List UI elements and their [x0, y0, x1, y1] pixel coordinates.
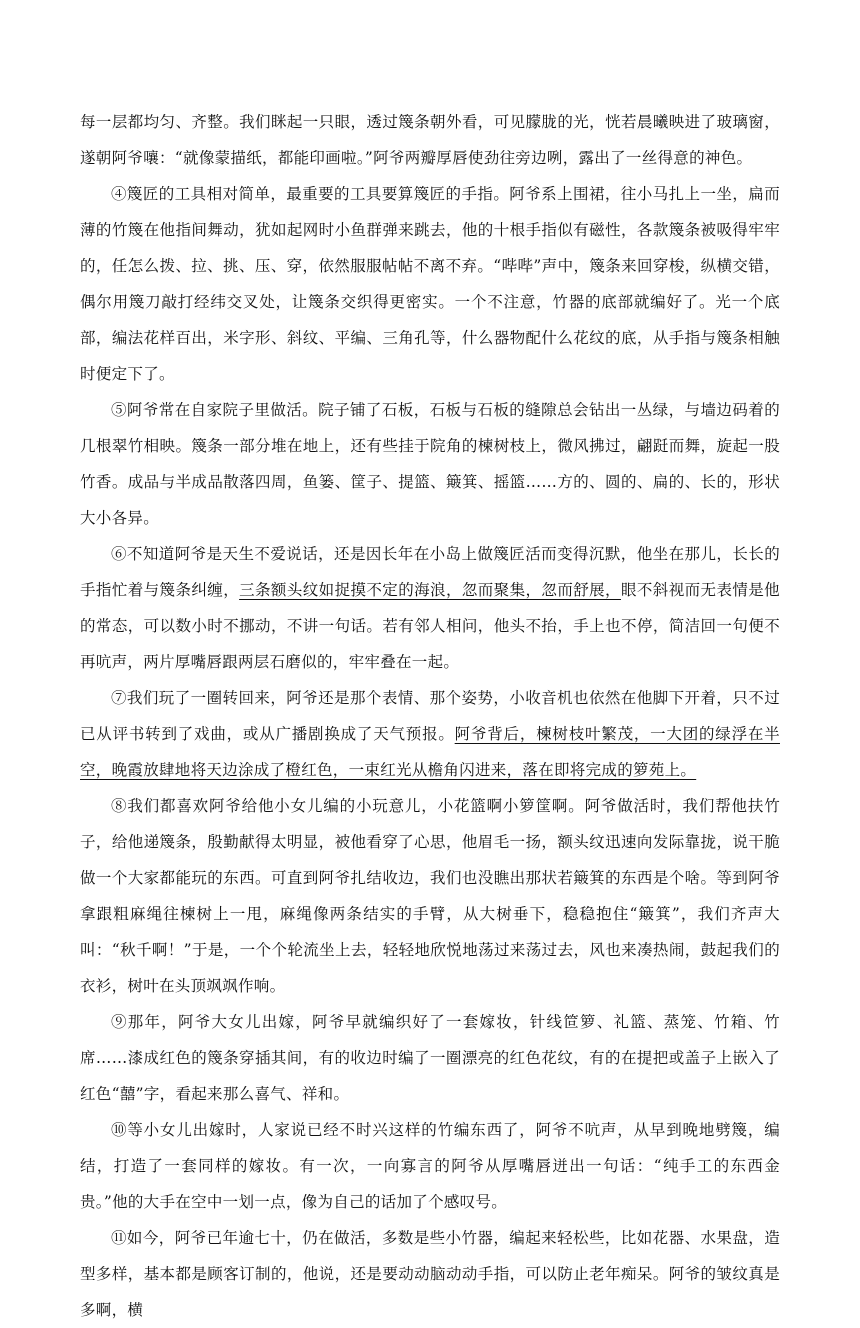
paragraph	[80, 1220, 780, 1328]
underlined-sentence: 三条额头纹如捉摸不定的海浪，忽而聚集，忽而舒展，	[239, 581, 621, 599]
text-segment: ⑨那年，阿爷大女儿出嫁，阿爷早就编织好了一套嫁妆，针线笸箩、礼篮、蒸笼、竹箱、竹席……漆成红色的篾条穿插其间，有的收边时编了一圈漂亮的红色花纹，有的在提把或盖子上嵌入了红色“囍”字，看起来那么喜气、祥和。	[80, 1013, 780, 1103]
text-segment: ⑦我们玩了一圈转回来，阿爷还是那个表情、那个姿势，小收音机也依然在他脚下开着，只不过已从评书转到了戏曲，或从广播剧换成了天气预报。	[80, 689, 780, 743]
text-segment: ⑧我们都喜欢阿爷给他小女儿编的小玩意儿，小花篮啊小箩筐啊。阿爷做活时，我们帮他扶竹子，给他递篾条，殷勤献得太明显，被他看穿了心思，他眉毛一扬，额头纹迅速向发际靠拢，说干脆做一个大家都能玩的东西。可直到阿爷扎结收边，我们也没瞧出那状若簸箕的东西是个啥。等到阿爷拿跟粗麻绳往楝树上一甩，麻绳像两条结实的手臂，从大树垂下，稳稳抱住“簸箕”，我们齐声大叫：“秋千啊！”于是，一个个轮流坐上去，轻轻地欣悦地荡过来荡过去，风也来凑热闹，鼓起我们的衣衫，树叶在头顶飒飒作响。	[80, 797, 780, 995]
text-segment: 眼不斜视而无表情是他的常态，可以数小时不挪动，不讲一句话。若有邻人相问，他头不抬，手上也不停，简洁回一句便不再吭声，两片厚嘴唇跟两层石磨似的，牢牢叠在一起。	[80, 581, 780, 671]
paragraph	[80, 788, 780, 1004]
paragraph	[80, 1004, 780, 1112]
text-segment: ⑩等小女儿出嫁时，人家说已经不时兴这样的竹编东西了，阿爷不吭声，从早到晚地劈篾，编结，打造了一套同样的嫁妆。有一次，一向寡言的阿爷从厚嘴唇迸出一句话：“纯手工的东西金贵。”他的大手在空中一划一点，像为自己的话加了个感叹号。	[80, 1121, 780, 1211]
text-segment: 每一层都均匀、齐整。我们眯起一只眼，透过篾条朝外看，可见朦胧的光，恍若晨曦映进了玻璃窗，遂朝阿爷嚷：“就像蒙描纸，都能印画啦。”阿爷两瓣厚唇使劲往旁边咧，露出了一丝得意的神色。	[80, 113, 780, 167]
paragraph	[80, 1112, 780, 1220]
text-segment: ⑤阿爷常在自家院子里做活。院子铺了石板，石板与石板的缝隙总会钻出一丛绿，与墙边码着的几根翠竹相映。篾条一部分堆在地上，还有些挂于院角的楝树枝上，微风拂过，翩跹而舞，旋起一股竹香。成品与半成品散落四周，鱼篓、筐子、提篮、簸箕、摇篮……方的、圆的、扁的、长的，形状大小各异。	[80, 401, 780, 527]
paragraph	[80, 176, 780, 392]
text-segment: ④篾匠的工具相对简单，最重要的工具要算篾匠的手指。阿爷系上围裙，往小马扎上一坐，扁而薄的竹篾在他指间舞动，犹如起网时小鱼群弹来跳去，他的十根手指似有磁性，各款篾条被吸得牢牢的，任怎么拨、拉、挑、压、穿，依然服服帖帖不离不弃。“哔哔”声中，篾条来回穿梭，纵横交错，偶尔用篾刀敲打经纬交叉处，让篾条交织得更密实。一个不注意，竹器的底部就编好了。光一个底部，编法花样百出，米字形、斜纹、平编、三角孔等，什么器物配什么花纹的底，从手指与篾条相触时便定下了。	[80, 185, 780, 383]
text-segment: ⑥不知道阿爷是天生不爱说话，还是因长年在小岛上做篾匠活而变得沉默，他坐在那儿，长长的手指忙着与篾条纠缠，	[80, 545, 780, 599]
paragraph	[80, 536, 780, 680]
paragraph	[80, 392, 780, 536]
article-body	[80, 104, 780, 1328]
text-segment: ⑪如今，阿爷已年逾七十，仍在做活，多数是些小竹器，编起来轻松些，比如花器、水果盘，造型多样，基本都是顾客订制的，他说，还是要动动脑动动手指，可以防止老年痴呆。阿爷的皱纹真是多啊，横	[80, 1229, 780, 1319]
paragraph	[80, 104, 780, 176]
paragraph	[80, 680, 780, 788]
underlined-sentence: 阿爷背后，楝树枝叶繁茂，一大团的绿浮在半空，晚霞放肆地将天边涂成了橙红色，一束红光从檐角闪进来，落在即将完成的箩苑上。	[80, 725, 780, 779]
